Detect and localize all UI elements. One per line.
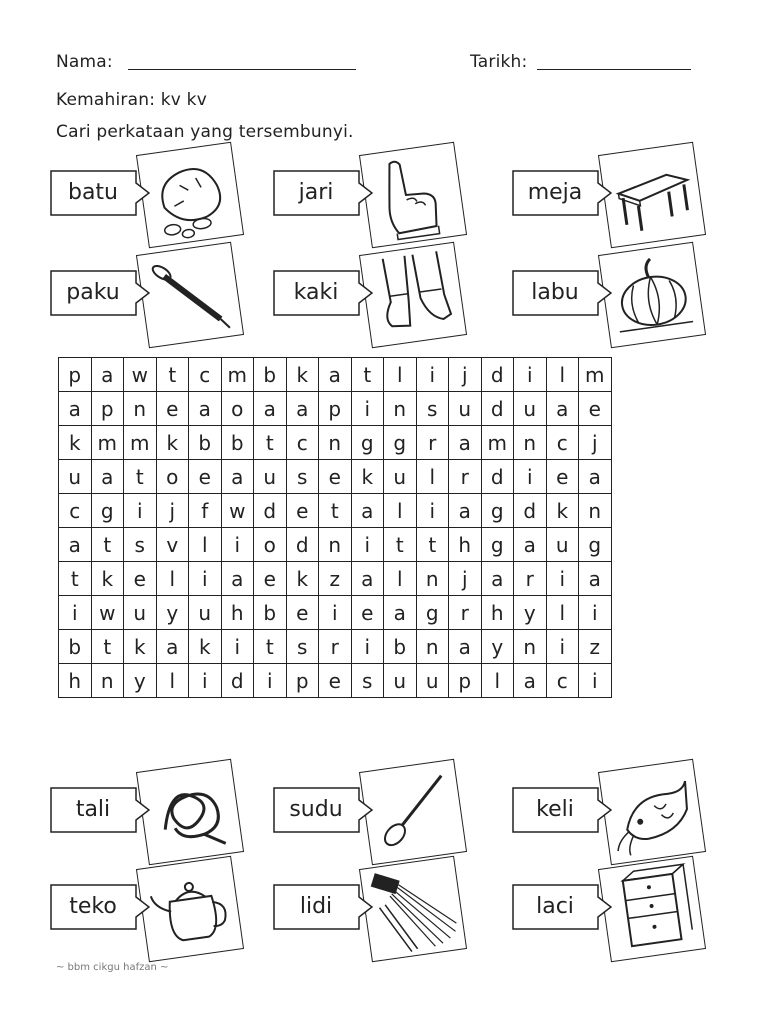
grid-cell[interactable]: l bbox=[156, 562, 189, 596]
grid-cell[interactable]: i bbox=[189, 562, 222, 596]
word-label: laci bbox=[536, 894, 574, 919]
grid-cell[interactable]: k bbox=[124, 630, 157, 664]
grid-cell[interactable]: e bbox=[546, 460, 579, 494]
grid-row bbox=[59, 426, 612, 460]
grid-cell[interactable]: w bbox=[91, 596, 124, 630]
grid-cell[interactable]: a bbox=[514, 664, 547, 698]
grid-cell[interactable]: e bbox=[189, 460, 222, 494]
grid-cell[interactable]: t bbox=[91, 528, 124, 562]
grid-cell[interactable]: w bbox=[124, 358, 157, 392]
grid-cell[interactable]: d bbox=[481, 392, 514, 426]
grid-cell[interactable]: u bbox=[189, 596, 222, 630]
grid-cell[interactable]: l bbox=[384, 494, 417, 528]
grid-cell[interactable]: k bbox=[59, 426, 92, 460]
grid-cell[interactable]: i bbox=[579, 596, 612, 630]
grid-cell[interactable]: p bbox=[319, 392, 352, 426]
grid-cell[interactable]: p bbox=[91, 392, 124, 426]
grid-cell[interactable]: r bbox=[319, 630, 352, 664]
grid-cell[interactable]: n bbox=[91, 664, 124, 698]
grid-cell[interactable]: f bbox=[189, 494, 222, 528]
grid-cell[interactable]: l bbox=[546, 596, 579, 630]
grid-cell[interactable]: a bbox=[189, 392, 222, 426]
grid-cell[interactable]: r bbox=[449, 460, 482, 494]
word-label: meja bbox=[527, 180, 583, 205]
skill-label: Kemahiran: kv kv bbox=[56, 90, 207, 110]
grid-cell[interactable]: g bbox=[579, 528, 612, 562]
teapot-icon bbox=[136, 856, 244, 962]
catfish-icon bbox=[598, 759, 706, 865]
grid-cell[interactable]: u bbox=[59, 460, 92, 494]
grid-cell[interactable]: a bbox=[221, 562, 254, 596]
grid-cell[interactable]: n bbox=[416, 562, 449, 596]
grid-cell[interactable]: i bbox=[254, 664, 287, 698]
grid-cell[interactable]: m bbox=[221, 358, 254, 392]
grid-cell[interactable]: c bbox=[546, 426, 579, 460]
grid-row bbox=[59, 596, 612, 630]
grid-cell[interactable]: b bbox=[384, 630, 417, 664]
grid-cell[interactable]: k bbox=[189, 630, 222, 664]
finger-icon bbox=[359, 142, 467, 248]
grid-cell[interactable]: n bbox=[514, 426, 547, 460]
word-label: paku bbox=[66, 280, 120, 305]
grid-cell[interactable]: e bbox=[286, 494, 319, 528]
grid-cell[interactable]: b bbox=[59, 630, 92, 664]
grid-cell[interactable]: a bbox=[254, 392, 287, 426]
table-icon bbox=[598, 142, 706, 248]
grid-cell[interactable]: a bbox=[449, 494, 482, 528]
grid-row bbox=[59, 528, 612, 562]
grid-cell[interactable]: t bbox=[384, 528, 417, 562]
word-card-paku bbox=[50, 248, 270, 343]
grid-cell[interactable]: c bbox=[546, 664, 579, 698]
word-card-lidi bbox=[273, 862, 493, 957]
grid-cell[interactable]: n bbox=[514, 630, 547, 664]
grid-cell[interactable]: g bbox=[481, 494, 514, 528]
grid-cell[interactable]: u bbox=[546, 528, 579, 562]
grid-row bbox=[59, 664, 612, 698]
grid-cell[interactable]: m bbox=[481, 426, 514, 460]
word-card-sudu bbox=[273, 765, 493, 860]
grid-cell[interactable]: y bbox=[156, 596, 189, 630]
grid-cell[interactable]: g bbox=[416, 596, 449, 630]
grid-cell[interactable]: r bbox=[449, 596, 482, 630]
grid-cell[interactable]: h bbox=[449, 528, 482, 562]
grid-cell[interactable]: a bbox=[481, 562, 514, 596]
name-label: Nama: bbox=[56, 52, 113, 72]
grid-cell[interactable]: i bbox=[319, 596, 352, 630]
word-card-labu bbox=[512, 248, 732, 343]
rock-icon bbox=[136, 142, 244, 248]
date-field[interactable] bbox=[537, 69, 691, 70]
word-card-keli bbox=[512, 765, 732, 860]
word-card-teko bbox=[50, 862, 270, 957]
grid-cell[interactable]: h bbox=[221, 596, 254, 630]
word-label: lidi bbox=[299, 894, 333, 919]
nail-icon bbox=[136, 242, 244, 348]
grid-cell[interactable]: t bbox=[351, 358, 384, 392]
grid-cell[interactable]: m bbox=[91, 426, 124, 460]
word-card-meja bbox=[512, 148, 732, 243]
grid-cell[interactable]: a bbox=[514, 528, 547, 562]
grid-cell[interactable]: a bbox=[449, 426, 482, 460]
grid-cell[interactable]: e bbox=[254, 562, 287, 596]
grid-cell[interactable]: o bbox=[156, 460, 189, 494]
grid-cell[interactable]: a bbox=[351, 494, 384, 528]
grid-cell[interactable]: y bbox=[481, 630, 514, 664]
grid-row bbox=[59, 630, 612, 664]
grid-cell[interactable]: c bbox=[189, 358, 222, 392]
grid-cell[interactable]: r bbox=[514, 562, 547, 596]
grid-cell[interactable]: k bbox=[351, 460, 384, 494]
grid-cell[interactable]: l bbox=[384, 358, 417, 392]
grid-cell[interactable]: d bbox=[481, 358, 514, 392]
grid-cell[interactable]: w bbox=[221, 494, 254, 528]
grid-cell[interactable]: u bbox=[384, 664, 417, 698]
grid-cell[interactable]: i bbox=[351, 630, 384, 664]
broom-icon bbox=[359, 856, 467, 962]
grid-cell[interactable]: t bbox=[254, 426, 287, 460]
grid-cell[interactable]: s bbox=[286, 460, 319, 494]
pumpkin-icon bbox=[598, 242, 706, 348]
grid-cell[interactable]: m bbox=[124, 426, 157, 460]
grid-cell[interactable]: n bbox=[319, 426, 352, 460]
grid-cell[interactable]: j bbox=[449, 358, 482, 392]
grid-cell[interactable]: d bbox=[254, 494, 287, 528]
word-label: kaki bbox=[293, 280, 339, 305]
spoon-icon bbox=[359, 759, 467, 865]
word-label: jari bbox=[298, 180, 334, 205]
grid-cell[interactable]: n bbox=[416, 630, 449, 664]
grid-cell[interactable]: k bbox=[546, 494, 579, 528]
grid-cell[interactable]: s bbox=[416, 392, 449, 426]
grid-cell[interactable]: i bbox=[189, 664, 222, 698]
grid-cell[interactable]: l bbox=[481, 664, 514, 698]
grid-cell[interactable]: o bbox=[221, 392, 254, 426]
grid-cell[interactable]: t bbox=[416, 528, 449, 562]
feet-icon bbox=[359, 242, 467, 348]
grid-cell[interactable]: h bbox=[481, 596, 514, 630]
grid-cell[interactable]: b bbox=[254, 596, 287, 630]
date-label: Tarikh: bbox=[470, 52, 528, 72]
grid-cell[interactable]: g bbox=[481, 528, 514, 562]
grid-cell[interactable]: y bbox=[514, 596, 547, 630]
grid-cell[interactable]: i bbox=[514, 460, 547, 494]
grid-cell[interactable]: t bbox=[59, 562, 92, 596]
grid-cell[interactable]: a bbox=[351, 562, 384, 596]
grid-cell[interactable]: m bbox=[579, 358, 612, 392]
grid-cell[interactable]: u bbox=[384, 460, 417, 494]
grid-cell[interactable]: e bbox=[319, 664, 352, 698]
grid-cell[interactable]: a bbox=[384, 596, 417, 630]
instruction: Cari perkataan yang tersembunyi. bbox=[56, 122, 354, 142]
grid-cell[interactable]: j bbox=[156, 494, 189, 528]
grid-cell[interactable]: j bbox=[579, 426, 612, 460]
grid-cell[interactable]: e bbox=[124, 562, 157, 596]
grid-cell[interactable]: i bbox=[416, 358, 449, 392]
grid-cell[interactable]: o bbox=[254, 528, 287, 562]
grid-cell[interactable]: a bbox=[286, 392, 319, 426]
grid-cell[interactable]: c bbox=[286, 426, 319, 460]
grid-cell[interactable]: n bbox=[124, 392, 157, 426]
grid-cell[interactable]: a bbox=[91, 460, 124, 494]
grid-row bbox=[59, 358, 612, 392]
grid-cell[interactable]: k bbox=[286, 358, 319, 392]
grid-cell[interactable]: a bbox=[59, 392, 92, 426]
grid-cell[interactable]: t bbox=[156, 358, 189, 392]
grid-cell[interactable]: s bbox=[286, 630, 319, 664]
grid-cell[interactable]: d bbox=[514, 494, 547, 528]
grid-cell[interactable]: b bbox=[221, 426, 254, 460]
word-label: teko bbox=[69, 894, 117, 919]
grid-cell[interactable]: u bbox=[254, 460, 287, 494]
grid-cell[interactable]: s bbox=[351, 664, 384, 698]
grid-cell[interactable]: u bbox=[449, 392, 482, 426]
grid-cell[interactable]: a bbox=[579, 460, 612, 494]
grid-cell[interactable]: i bbox=[221, 528, 254, 562]
name-field[interactable] bbox=[128, 69, 356, 70]
grid-cell[interactable]: t bbox=[319, 494, 352, 528]
grid-cell[interactable]: g bbox=[384, 426, 417, 460]
grid-cell[interactable]: g bbox=[91, 494, 124, 528]
grid-cell[interactable]: a bbox=[221, 460, 254, 494]
grid-cell[interactable]: z bbox=[579, 630, 612, 664]
grid-cell[interactable]: n bbox=[319, 528, 352, 562]
grid-row bbox=[59, 392, 612, 426]
word-card-jari bbox=[273, 148, 493, 243]
grid-cell[interactable]: e bbox=[579, 392, 612, 426]
grid-cell[interactable]: z bbox=[319, 562, 352, 596]
grid-cell[interactable]: e bbox=[156, 392, 189, 426]
grid-cell[interactable]: p bbox=[286, 664, 319, 698]
grid-cell[interactable]: i bbox=[221, 630, 254, 664]
word-label: keli bbox=[536, 797, 574, 822]
grid-cell[interactable]: b bbox=[189, 426, 222, 460]
grid-cell[interactable]: r bbox=[416, 426, 449, 460]
grid-cell[interactable]: i bbox=[351, 528, 384, 562]
grid-cell[interactable]: d bbox=[221, 664, 254, 698]
word-label: tali bbox=[75, 797, 111, 822]
grid-cell[interactable]: d bbox=[481, 460, 514, 494]
grid-cell[interactable]: a bbox=[579, 562, 612, 596]
word-label: labu bbox=[531, 280, 579, 305]
grid-cell[interactable]: e bbox=[286, 596, 319, 630]
grid-cell[interactable]: k bbox=[156, 426, 189, 460]
drawer-icon bbox=[598, 856, 706, 962]
grid-cell[interactable]: l bbox=[384, 562, 417, 596]
grid-cell[interactable]: k bbox=[91, 562, 124, 596]
grid-cell[interactable]: u bbox=[416, 664, 449, 698]
grid-row bbox=[59, 562, 612, 596]
grid-cell[interactable]: l bbox=[156, 664, 189, 698]
grid-cell[interactable]: l bbox=[189, 528, 222, 562]
grid-cell[interactable]: i bbox=[546, 630, 579, 664]
word-label: sudu bbox=[289, 797, 343, 822]
grid-cell[interactable]: t bbox=[254, 630, 287, 664]
word-card-laci bbox=[512, 862, 732, 957]
rope-icon bbox=[136, 759, 244, 865]
grid-cell[interactable]: a bbox=[319, 358, 352, 392]
grid-cell[interactable]: a bbox=[59, 528, 92, 562]
grid-cell[interactable]: a bbox=[449, 630, 482, 664]
grid-cell[interactable]: a bbox=[156, 630, 189, 664]
grid-cell[interactable]: c bbox=[59, 494, 92, 528]
grid-cell[interactable]: h bbox=[59, 664, 92, 698]
word-label: batu bbox=[67, 180, 118, 205]
grid-cell[interactable]: t bbox=[124, 460, 157, 494]
grid-cell[interactable]: n bbox=[579, 494, 612, 528]
grid-cell[interactable]: t bbox=[91, 630, 124, 664]
grid-cell[interactable]: a bbox=[546, 392, 579, 426]
grid-cell[interactable]: e bbox=[319, 460, 352, 494]
word-card-batu bbox=[50, 148, 270, 243]
grid-cell[interactable]: i bbox=[514, 358, 547, 392]
grid-cell[interactable]: n bbox=[384, 392, 417, 426]
grid-cell[interactable]: i bbox=[124, 494, 157, 528]
grid-cell[interactable]: i bbox=[351, 392, 384, 426]
grid-cell[interactable]: u bbox=[124, 596, 157, 630]
grid-cell[interactable]: l bbox=[416, 460, 449, 494]
grid-cell[interactable]: k bbox=[286, 562, 319, 596]
grid-cell[interactable]: s bbox=[124, 528, 157, 562]
grid-cell[interactable]: i bbox=[546, 562, 579, 596]
grid-cell[interactable]: a bbox=[91, 358, 124, 392]
grid-cell[interactable]: j bbox=[449, 562, 482, 596]
grid-cell[interactable]: d bbox=[286, 528, 319, 562]
footer-credit: ~ bbm cikgu hafzan ~ bbox=[56, 962, 169, 973]
grid-cell[interactable]: p bbox=[449, 664, 482, 698]
grid-cell[interactable]: g bbox=[351, 426, 384, 460]
grid-cell[interactable]: i bbox=[416, 494, 449, 528]
grid-cell[interactable]: v bbox=[156, 528, 189, 562]
grid-cell[interactable]: b bbox=[254, 358, 287, 392]
word-card-kaki bbox=[273, 248, 493, 343]
grid-cell[interactable]: p bbox=[59, 358, 92, 392]
grid-cell[interactable]: l bbox=[546, 358, 579, 392]
grid-row bbox=[59, 460, 612, 494]
grid-cell[interactable]: i bbox=[579, 664, 612, 698]
grid-row bbox=[59, 494, 612, 528]
word-card-tali bbox=[50, 765, 270, 860]
grid-cell[interactable]: y bbox=[124, 664, 157, 698]
grid-cell[interactable]: u bbox=[514, 392, 547, 426]
grid-cell[interactable]: i bbox=[59, 596, 92, 630]
word-search-grid bbox=[58, 357, 612, 698]
grid-cell[interactable]: e bbox=[351, 596, 384, 630]
